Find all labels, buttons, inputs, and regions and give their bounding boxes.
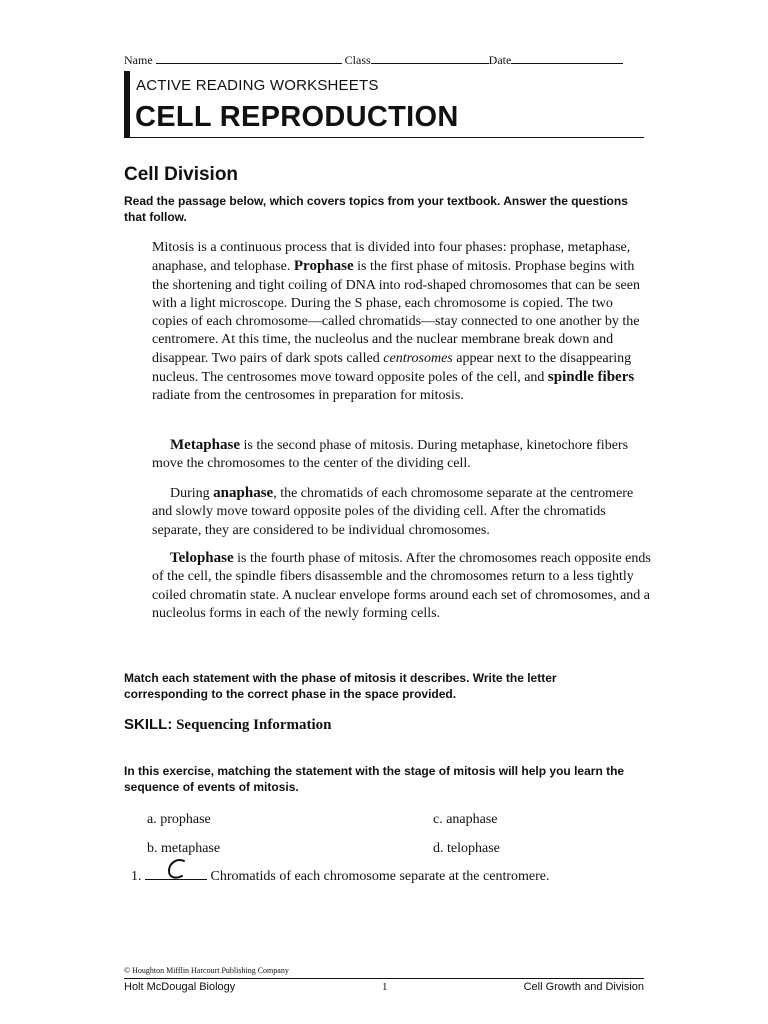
name-field[interactable] [156, 52, 342, 64]
term-metaphase: Metaphase [170, 437, 240, 453]
option-d: d. telophase [433, 841, 500, 856]
option-c: c. anaphase [433, 812, 498, 827]
copyright-notice: © Houghton Mifflin Harcourt Publishing Company [124, 966, 289, 975]
name-label: Name [124, 53, 153, 67]
title-divider [124, 137, 644, 138]
skill-heading [124, 716, 332, 734]
handwritten-answer-c [165, 857, 193, 883]
title-bar-accent [124, 71, 130, 137]
p1-text-b: is the first phase of mitosis. Prophase begins with the shortening and tight coiling of DNA into rod-shaped chromosomes that can be seen with a light microscope. During the S phase, each chromosome is copied. The two copies of each chromosome—called chromatids—stay connected to one another by the centromere. At this time, the nucleolus and the nuclear membrane break down and disappear. Two pairs of dark spots called [152, 259, 640, 366]
passage-paragraph-4 [152, 549, 652, 623]
match-instructions: Match each statement with the phase of mitosis it describes. Write the letter corresponding to the correct phase in the space provided. [124, 671, 557, 701]
page-title: CELL REPRODUCTION [135, 101, 459, 133]
page-number: 1 [382, 981, 388, 993]
term-prophase: Prophase [293, 258, 354, 275]
date-label: Date [488, 53, 512, 67]
footer-book-title: Holt McDougal Biology [124, 981, 236, 993]
class-label: Class [344, 53, 371, 67]
term-anaphase: anaphase [213, 485, 274, 501]
p4-text: is the fourth phase of mitosis. After the chromosomes reach opposite ends of the cell, the spindle fibers disassemble and the chromosomes return to a less tightly coiled chromatin state. A nuclear envelope forms around each set of chromosomes, and a nucleolus forms in each of the newly forming cells. [152, 551, 651, 621]
skill-name: Sequencing Information [172, 717, 332, 733]
skill-label: SKILL: [124, 716, 173, 733]
question-1-text: Chromatids of each chromosome separate at the centromere. [210, 869, 550, 884]
passage-paragraph-1 [152, 239, 652, 406]
question-1-answer-field[interactable] [145, 865, 207, 880]
option-a: a. prophase [147, 812, 211, 827]
exercise-instructions: In this exercise, matching the statement with the stage of mitosis will help you learn the sequence of events of mitosis. [124, 764, 625, 794]
section-title: Cell Division [124, 164, 239, 185]
class-field[interactable] [371, 52, 489, 64]
p1-text-c: appear next to the disappearing nucleus. The centrosomes move toward opposite poles of the cell, and [152, 350, 632, 386]
header-line [124, 52, 644, 68]
question-1-number: 1. [131, 869, 142, 884]
passage-paragraph-3 [152, 484, 652, 540]
p2-text: is the second phase of mitosis. During metaphase, kinetochore fibers move the chromosomes to the center of the dividing cell. [152, 438, 629, 472]
p1-text-a: Mitosis is a continuous process that is divided into four phases: prophase, metaphase, anaphase, and telophase. [152, 240, 631, 275]
term-telophase: Telophase [170, 550, 234, 566]
p3-text-a: During [170, 486, 214, 501]
option-b: b. metaphase [147, 841, 221, 856]
passage-instructions: Read the passage below, which covers topics from your textbook. Answer the questions that follow. [124, 194, 628, 224]
footer-divider [124, 978, 644, 979]
footer-chapter-title: Cell Growth and Division [523, 981, 644, 993]
term-centrosomes: centrosomes [383, 350, 453, 366]
p1-text-d: radiate from the centrosomes in preparation for mitosis. [152, 388, 464, 404]
date-field[interactable] [511, 52, 623, 64]
question-1 [131, 865, 549, 885]
p3-text-b: , the chromatids of each chromosome separate at the centromere and slowly move toward opposite poles of the dividing cell. After the chromatids separate, they are considered to be individual chromosomes. [152, 486, 634, 538]
passage-paragraph-2 [152, 436, 652, 474]
term-spindle-fibers: spindle fibers [547, 369, 635, 386]
worksheet-subtitle: ACTIVE READING WORKSHEETS [136, 77, 379, 94]
